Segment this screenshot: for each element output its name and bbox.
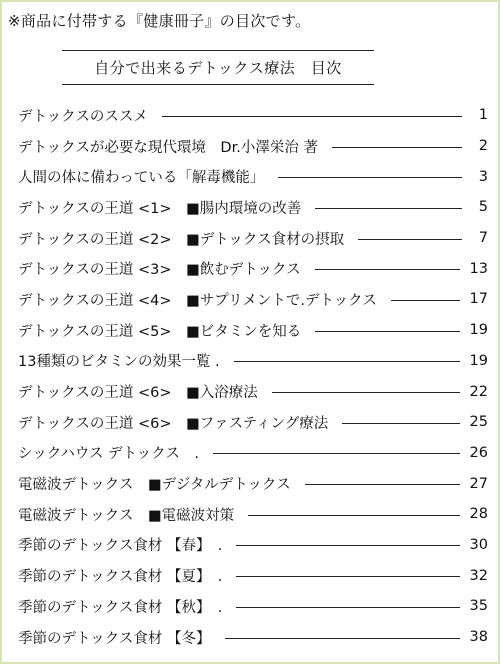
toc-entry-page-number: 28 [469, 506, 488, 523]
toc-entry [2, 376, 498, 407]
toc-entry-page-number: 1 [478, 107, 488, 124]
toc-leader-line [315, 331, 459, 332]
toc-entry-title: 13種類のビタミンの効果一覧 . [18, 354, 220, 371]
table-of-contents [2, 100, 498, 652]
toc-entry-page-number: 19 [469, 352, 488, 369]
toc-entry-title: デトックスのススメ [18, 108, 148, 125]
toc-entry-page-number: 30 [469, 536, 488, 553]
toc-entry-title: デトックスの王道 <6> ■ファスティング療法 [18, 415, 329, 432]
toc-entry-title: 季節のデトックス食材 【夏】 . [18, 569, 223, 586]
toc-leader-line [342, 423, 459, 424]
toc-leader-line [358, 239, 462, 240]
toc-entry [2, 161, 498, 192]
toc-entry [2, 131, 498, 162]
toc-entry-title: 電磁波デトックス ■電磁波対策 [18, 507, 235, 524]
toc-entry-page-number: 3 [478, 168, 488, 185]
toc-entry-page-number: 17 [469, 291, 488, 308]
toc-entry [2, 223, 498, 254]
toc-leader-line [332, 147, 462, 148]
toc-leader-line [315, 208, 462, 209]
toc-entry-title: デトックスが必要な現代環境 Dr.小澤栄治 著 [18, 139, 318, 156]
toc-entry-title: デトックスの王道 <6> ■入浴療法 [18, 385, 258, 402]
toc-leader-line [305, 484, 460, 485]
toc-leader-line [162, 116, 462, 117]
toc-leader-line [248, 515, 459, 516]
toc-entry-page-number: 27 [469, 475, 488, 492]
toc-entry-page-number: 7 [478, 230, 488, 247]
toc-leader-line [236, 545, 459, 546]
toc-entry-page-number: 38 [469, 629, 488, 646]
toc-entry-page-number: 25 [469, 414, 488, 431]
toc-leader-line [213, 453, 460, 454]
toc-entry-title: シックハウス デトックス . [18, 446, 200, 463]
toc-entry-page-number: 19 [469, 322, 488, 339]
toc-entry-page-number: 22 [469, 383, 488, 400]
toc-entry-title: 季節のデトックス食材 【冬】 [18, 630, 211, 647]
toc-entry-title: デトックスの王道 <1> ■腸内環境の改善 [18, 200, 302, 217]
toc-heading: 自分で出来るデトックス療法 目次 [62, 50, 374, 85]
toc-leader-line [225, 638, 460, 639]
toc-entry-title: 季節のデトックス食材 【春】 . [18, 538, 223, 555]
toc-entry [2, 438, 498, 469]
toc-entry-page-number: 5 [478, 199, 488, 216]
toc-entry [2, 407, 498, 438]
toc-leader-line [236, 607, 459, 608]
intro-note: ※商品に付帯する『健康冊子』の目次です。 [8, 12, 311, 30]
toc-entry-page-number: 26 [469, 444, 488, 461]
toc-entry-title: デトックスの王道 <5> ■ビタミンを知る [18, 323, 302, 340]
toc-entry [2, 346, 498, 377]
toc-entry-page-number: 35 [469, 598, 488, 615]
toc-entry [2, 315, 498, 346]
toc-entry [2, 591, 498, 622]
toc-entry-title: デトックスの王道 <3> ■飲むデトックス [18, 262, 301, 279]
toc-entry [2, 530, 498, 561]
toc-entry [2, 499, 498, 530]
toc-entry-title: 電磁波デトックス ■デジタルデトックス [18, 477, 291, 494]
toc-entry-page-number: 32 [469, 567, 488, 584]
toc-entry [2, 622, 498, 653]
toc-entry [2, 100, 498, 131]
toc-leader-line [278, 177, 462, 178]
toc-entry [2, 468, 498, 499]
toc-leader-line [234, 361, 460, 362]
toc-entry-page-number: 13 [469, 260, 488, 277]
toc-entry [2, 560, 498, 591]
toc-entry-title: 季節のデトックス食材 【秋】 . [18, 599, 223, 616]
toc-entry [2, 284, 498, 315]
toc-entry [2, 253, 498, 284]
toc-leader-line [391, 300, 460, 301]
toc-leader-line [315, 269, 460, 270]
toc-entry [2, 192, 498, 223]
toc-entry-title: 人間の体に備わっている「解毒機能」 [18, 170, 265, 187]
toc-entry-title: デトックスの王道 <4> ■サプリメントで.デトックス [18, 292, 377, 309]
toc-entry-page-number: 2 [478, 138, 488, 155]
toc-leader-line [236, 576, 459, 577]
toc-entry-title: デトックスの王道 <2> ■デトックス食材の摂取 [18, 231, 345, 248]
toc-leader-line [272, 392, 460, 393]
